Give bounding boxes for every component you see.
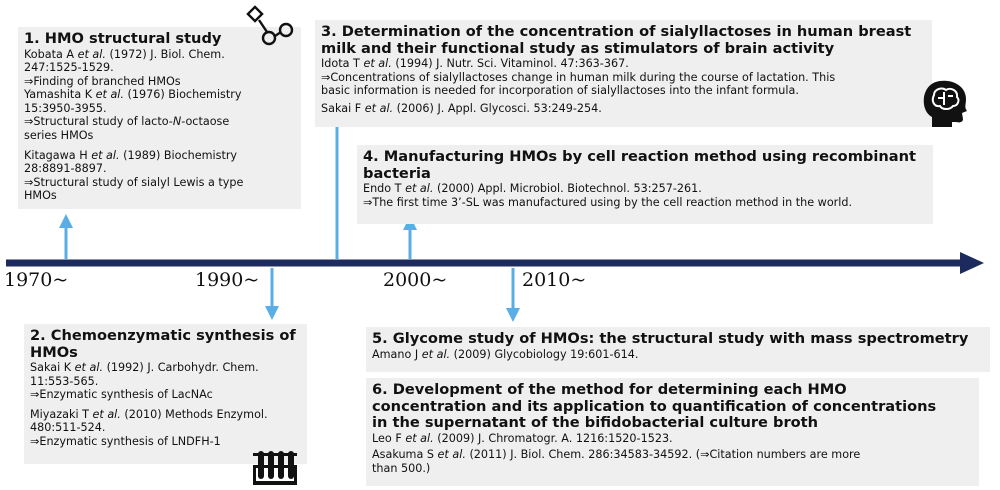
box-hmo-structural-study xyxy=(18,27,301,209)
year-label-2010: 2010~ xyxy=(522,269,587,291)
box3-title: 3. Determination of the concentration of sialyllactoses in human breast milk and their functional study as stimulators of brain activity xyxy=(321,23,912,57)
box-cell-reaction-method xyxy=(357,145,933,224)
arrow-1992 xyxy=(265,268,279,320)
box6-body2: Asakuma S et al. (2011) J. Biol. Chem. 286:34583-34592. (⇒Citation numbers are more than 500.) xyxy=(372,448,861,475)
timeline-arrowhead xyxy=(960,252,984,274)
year-label-1970: 1970~ xyxy=(4,269,69,291)
box4-title: 4. Manufacturing HMOs by cell reaction method using recombinant bacteria xyxy=(363,148,916,182)
box4-body: Endo T et al. (2000) Appl. Microbiol. Biotechnol. 53:257-261. ⇒The first time 3’-SL was manufactured using by the cell reaction method in the world. xyxy=(363,182,853,209)
box5-title: 5. Glycome study of HMOs: the structural study with mass spectrometry xyxy=(372,330,969,347)
box1-body: Kobata A et al. (1972) J. Biol. Chem. 247:1525-1529. ⇒Finding of branched HMOs Yamashita K et al. (1976) Biochemistry 15:3950-3955. ⇒Structural study of lacto-N-octaose series HMOs xyxy=(24,47,242,143)
year-label-1990: 1990~ xyxy=(195,269,260,291)
box2-title: 2. Chemoenzymatic synthesis of HMOs xyxy=(30,327,296,361)
box-glycome-study xyxy=(366,327,990,372)
box1-body2: Kitagawa H et al. (1989) Biochemistry 28:8891-8897. ⇒Structural study of sialyl Lewis a type HMOs xyxy=(24,148,244,203)
test-tube-rack-icon xyxy=(251,449,299,487)
box5-body: Amano J et al. (2009) Glycobiology 19:601-614. xyxy=(372,347,639,361)
box6-body: Leo F et al. (2009) J. Chromatogr. A. 1216:1520-1523. xyxy=(372,431,673,445)
arrow-2009 xyxy=(506,268,520,322)
box-hmo-concentration-method xyxy=(366,378,979,486)
box2-body2: Miyazaki T et al. (2010) Methods Enzymol. 480:511-524. ⇒Enzymatic synthesis of LNDFH-1 xyxy=(30,407,268,448)
box3-body2: Sakai F et al. (2006) J. Appl. Glycosci. 53:249-254. xyxy=(321,101,602,115)
box1-title: 1. HMO structural study xyxy=(24,30,222,47)
box-chemoenzymatic-synthesis xyxy=(24,324,307,464)
molecule-structure-icon xyxy=(245,2,295,48)
box2-body: Sakai K et al. (1992) J. Carbohydr. Chem. 11:553-565. ⇒Enzymatic synthesis of LacNAc xyxy=(30,361,259,402)
brain-head-icon xyxy=(920,77,974,127)
box6-title: 6. Development of the method for determining each HMO concentration and its application to quantification of concentrations in the supernatant of the bifidobacterial culture broth xyxy=(372,381,937,431)
box3-body: Idota T et al. (1994) J. Nutr. Sci. Vitaminol. 47:363-367. ⇒Concentrations of sialyllactoses change in human milk during the course of lactation. This basic information is needed for incorporation of sialyllactoses into the infant formula. xyxy=(321,57,836,98)
year-label-2000: 2000~ xyxy=(383,269,448,291)
box-sialyllactose-study xyxy=(315,20,932,127)
arrow-1972 xyxy=(59,214,73,259)
